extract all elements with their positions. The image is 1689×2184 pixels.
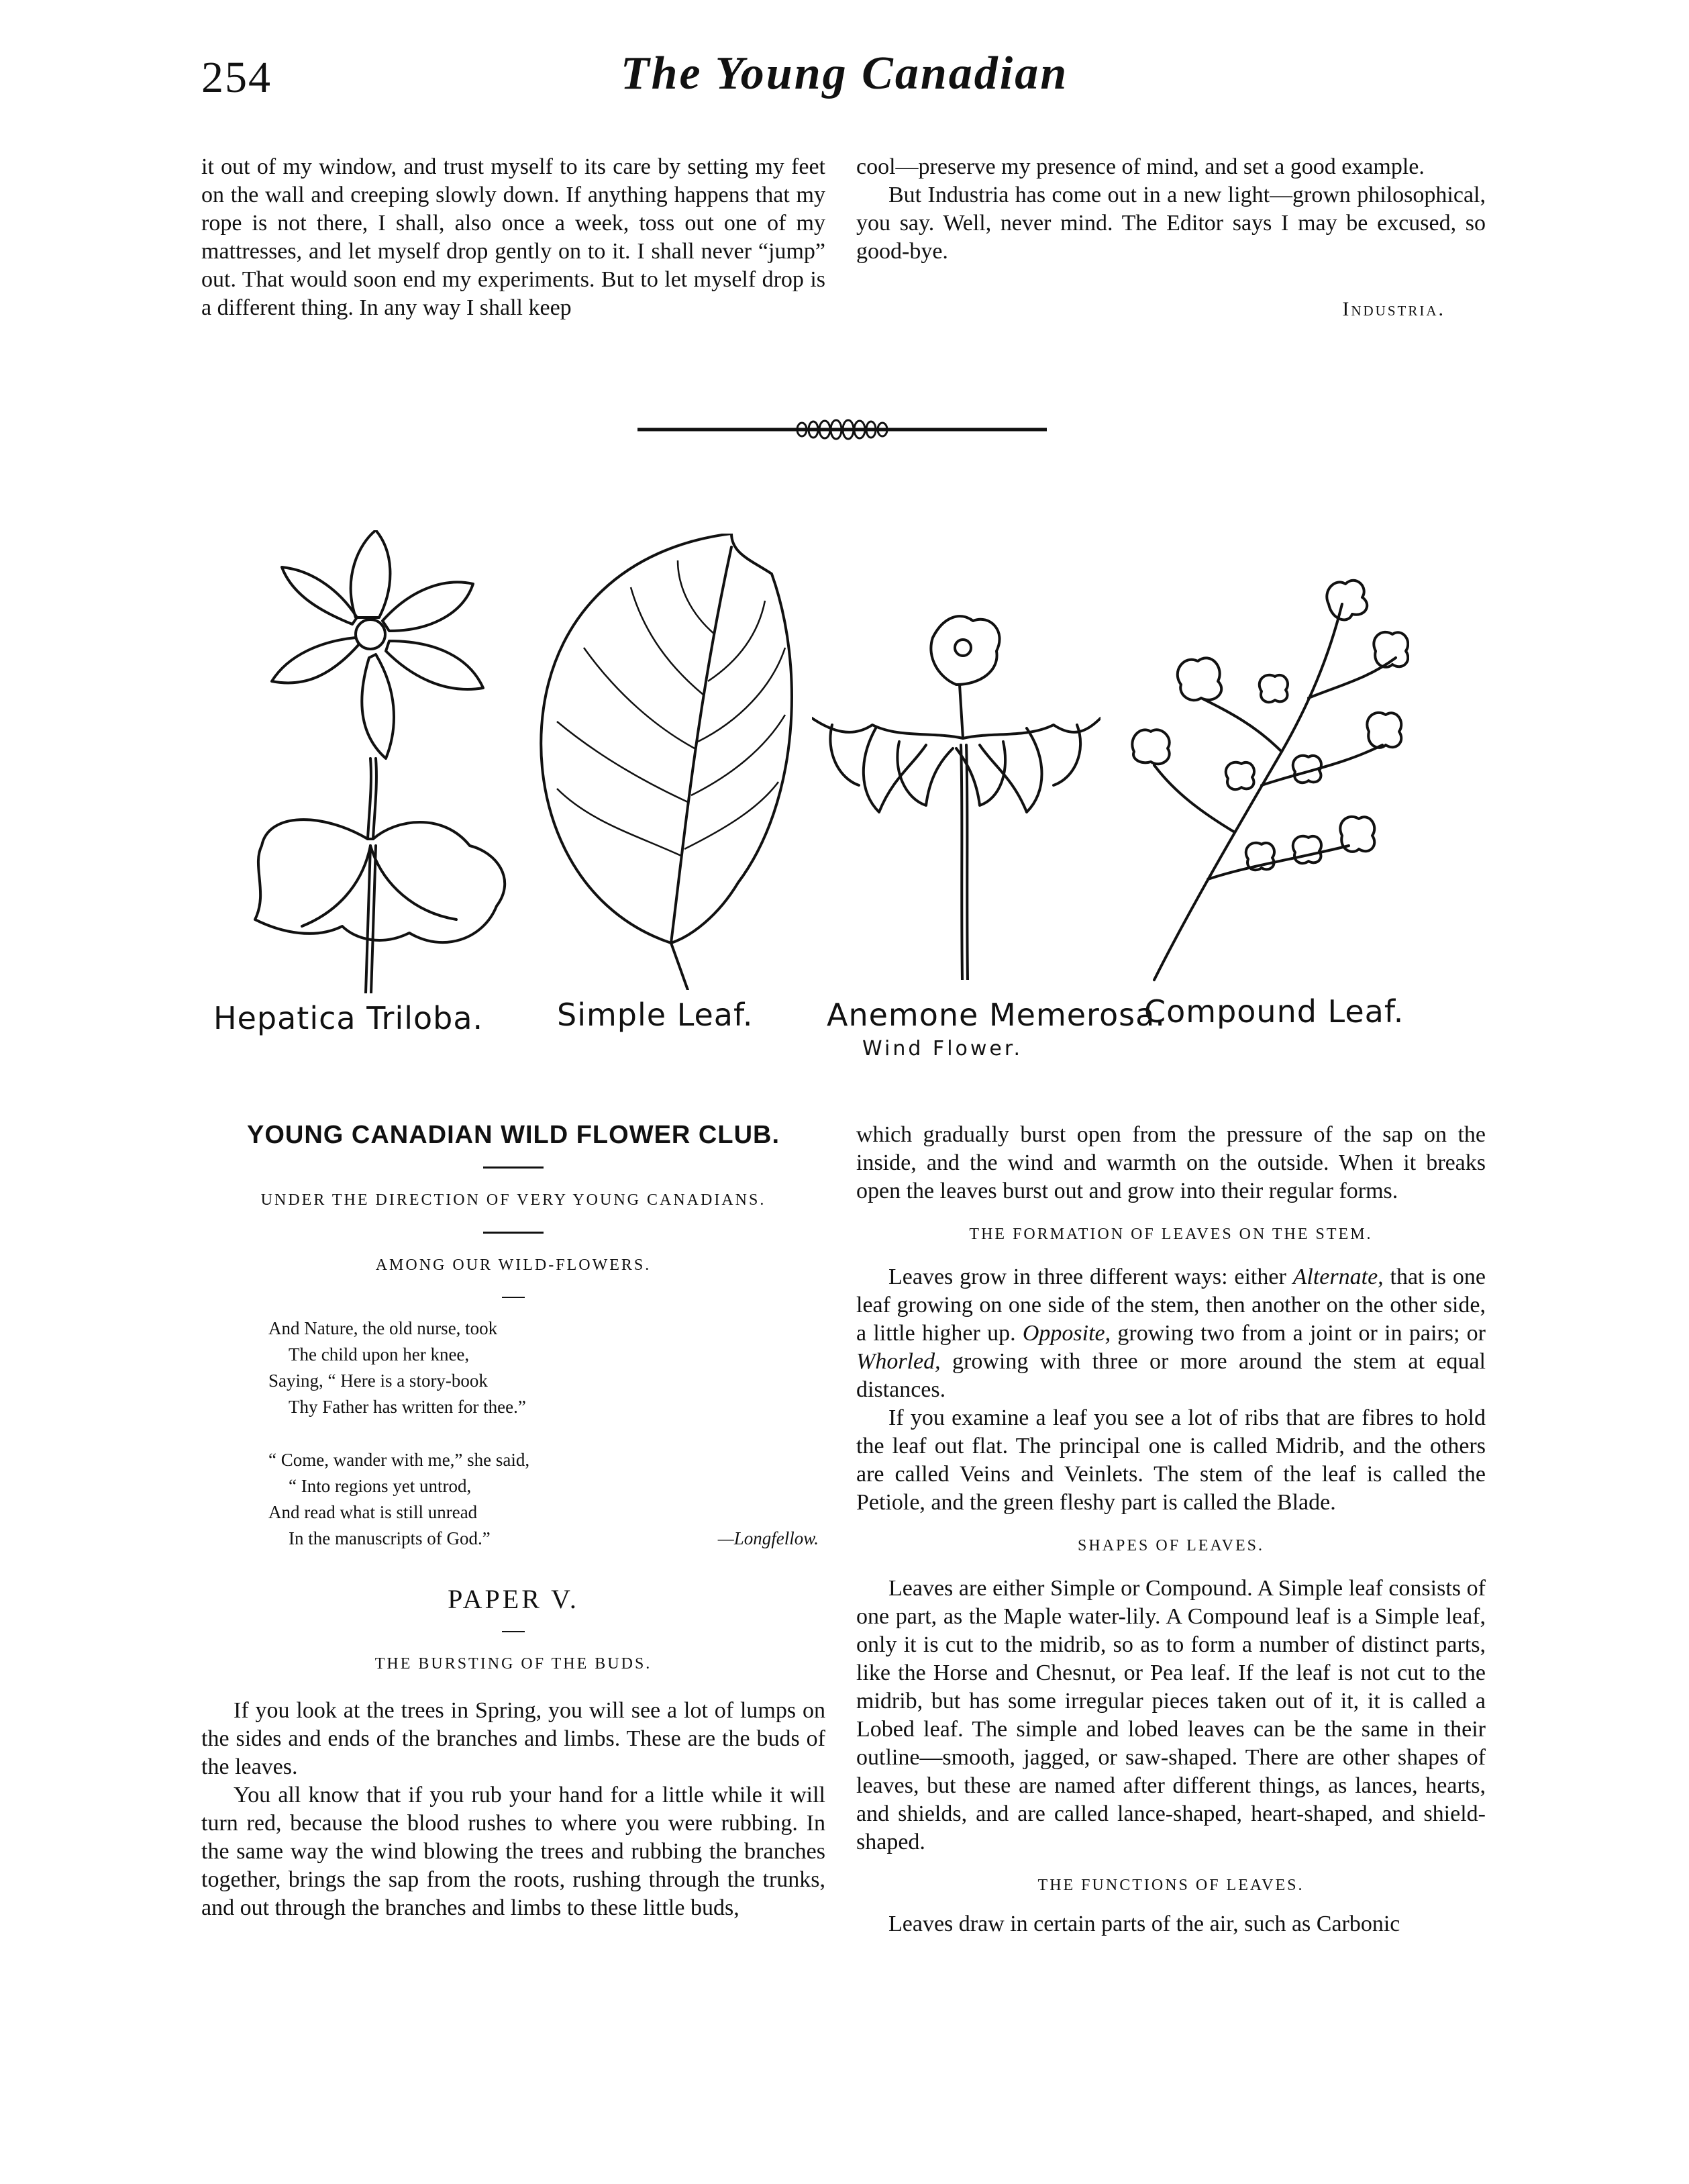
label-anemone-memerosa: Anemone Memerosa. (827, 997, 1166, 1033)
buds-paragraph-continued: which gradually burst open from the pressure of the sap on the inside, and the wind and warmth on the outside. When it breaks open the leaves burst out and grow into their regular forms. (856, 1122, 1486, 1203)
left-column (201, 1121, 825, 1922)
paper-title: PAPER V. (448, 1584, 579, 1614)
functions-heading: THE FUNCTIONS OF LEAVES. (1037, 1877, 1304, 1894)
poem-stanza-2 (268, 1447, 825, 1552)
anemone-drawing (812, 604, 1101, 980)
label-hepatica-triloba: Hepatica Triloba. (213, 1000, 484, 1036)
poem-line: “ Come, wander with me,” she said, (268, 1450, 530, 1470)
top-right-paragraph-1: cool—preserve my presence of mind, and set a good example. (856, 154, 1425, 179)
poem-stanza-1 (268, 1316, 825, 1420)
label-wind-flower: Wind Flower. (862, 1037, 1023, 1060)
buds-paragraph-1: If you look at the trees in Spring, you will see a lot of lumps on the sides and ends of the branches and limbs. These are the buds of the leaves. (201, 1698, 825, 1779)
poem-line: And read what is still unread (268, 1502, 478, 1522)
text-run: growing two from a joint or in pairs; or (1111, 1321, 1486, 1346)
masthead-title: The Young Canadian (620, 48, 1069, 99)
formation-paragraph (856, 1263, 1486, 1404)
poem-line: “ Into regions yet untrod, (289, 1476, 472, 1496)
top-left-text: it out of my window, and trust myself to its care by setting my feet on the wall and creeping slowly down. If anything happens that my rope is not there, I shall, also once a week, toss out one of my mattresses, and let myself drop gently on to it. I shall never “jump” out. That would soon end my experiments. But to let myself drop is a different thing. In any way I shall keep (201, 154, 825, 320)
buds-paragraph-2: You all know that if you rub your hand for a little while it will turn red, because the blood rushes to where you were rubbing. In the same way the wind blowing the trees and rubbing the branches together, brings the sap from the roots, rushing through the trunks, and out through the branches and limbs to these little buds, (201, 1783, 825, 1920)
poem-line-text: In the manuscripts of God.” (289, 1528, 491, 1548)
text-run: Leaves grow in three different ways: either (888, 1264, 1293, 1289)
direction-heading: UNDER THE DIRECTION OF VERY YOUNG CANADIANS. (260, 1191, 766, 1209)
simple-leaf-drawing (530, 534, 812, 990)
top-right-paragraph-2: But Industria has come out in a new light—grown philosophical, you say. Well, never mind. The Editor says I may be excused, so good-bye. (856, 183, 1486, 264)
term-opposite: Opposite, (1022, 1321, 1111, 1346)
functions-paragraph: Leaves draw in certain parts of the air, such as Carbonic (888, 1912, 1400, 1936)
term-whorled: Whorled, (856, 1349, 941, 1374)
poem-line (268, 1526, 825, 1552)
ornamental-divider (637, 416, 1047, 443)
club-title: YOUNG CANADIAN WILD FLOWER CLUB. (246, 1121, 780, 1149)
compound-leaf-drawing (1127, 577, 1409, 987)
bursting-heading: THE BURSTING OF THE BUDS. (374, 1655, 652, 1673)
poem-line: The child upon her knee, (289, 1344, 470, 1364)
label-simple-leaf: Simple Leaf. (557, 997, 754, 1033)
formation-heading: THE FORMATION OF LEAVES ON THE STEM. (969, 1226, 1373, 1243)
poem-line: Saying, “ Here is a story-book (268, 1371, 488, 1391)
term-alternate: Alternate, (1292, 1264, 1384, 1289)
poem-attribution: —Longfellow. (717, 1528, 819, 1548)
signature: Industria. (1342, 298, 1445, 320)
divider-rule (483, 1167, 544, 1169)
divider-rule (502, 1631, 525, 1632)
text-run: that is one leaf growing on one side of the stem, then another on the other side, a little higher up. (856, 1264, 1486, 1346)
top-right-column (856, 153, 1486, 324)
label-compound-leaf: Compound Leaf. (1144, 993, 1404, 1030)
shapes-paragraph: Leaves are either Simple or Compound. A Simple leaf consists of one part, as the Maple water-lily. A Compound leaf is a Simple leaf, only it is cut to the midrib, so as to form a number of distinct parts, like the Horse and Chesnut, or Pea leaf. If the leaf is not cut to the midrib, but has some irregular pieces taken out of it, it is called a Lobed leaf. The simple and lobed leaves can be the same in their outline—smooth, jagged, or saw-shaped. There are other shapes of leaves, but these are named after different things, as lances, hearts, and shields, and are called lance-shaped, heart-shaped, and shield-shaped. (856, 1576, 1486, 1854)
among-heading: AMONG OUR WILD-FLOWERS. (375, 1256, 652, 1274)
poem-line: And Nature, the old nurse, took (268, 1318, 498, 1338)
hepatica-triloba-drawing (242, 530, 530, 993)
ribs-paragraph: If you examine a leaf you see a lot of ribs that are fibres to hold the leaf out flat. The principal one is called Midrib, and the others are called Veins and Veinlets. The stem of the leaf is called the Petiole, and the green fleshy part is called the Blade. (856, 1405, 1486, 1515)
shapes-heading: SHAPES OF LEAVES. (1078, 1537, 1264, 1554)
poem-line: Thy Father has written for thee.” (289, 1397, 526, 1417)
divider-rule (483, 1232, 544, 1234)
text-run: growing with three or more around the stem at equal distances. (856, 1349, 1486, 1402)
page-number: 254 (201, 53, 272, 102)
divider-rule (502, 1297, 525, 1298)
right-column (856, 1121, 1486, 1938)
top-left-column (201, 153, 825, 322)
